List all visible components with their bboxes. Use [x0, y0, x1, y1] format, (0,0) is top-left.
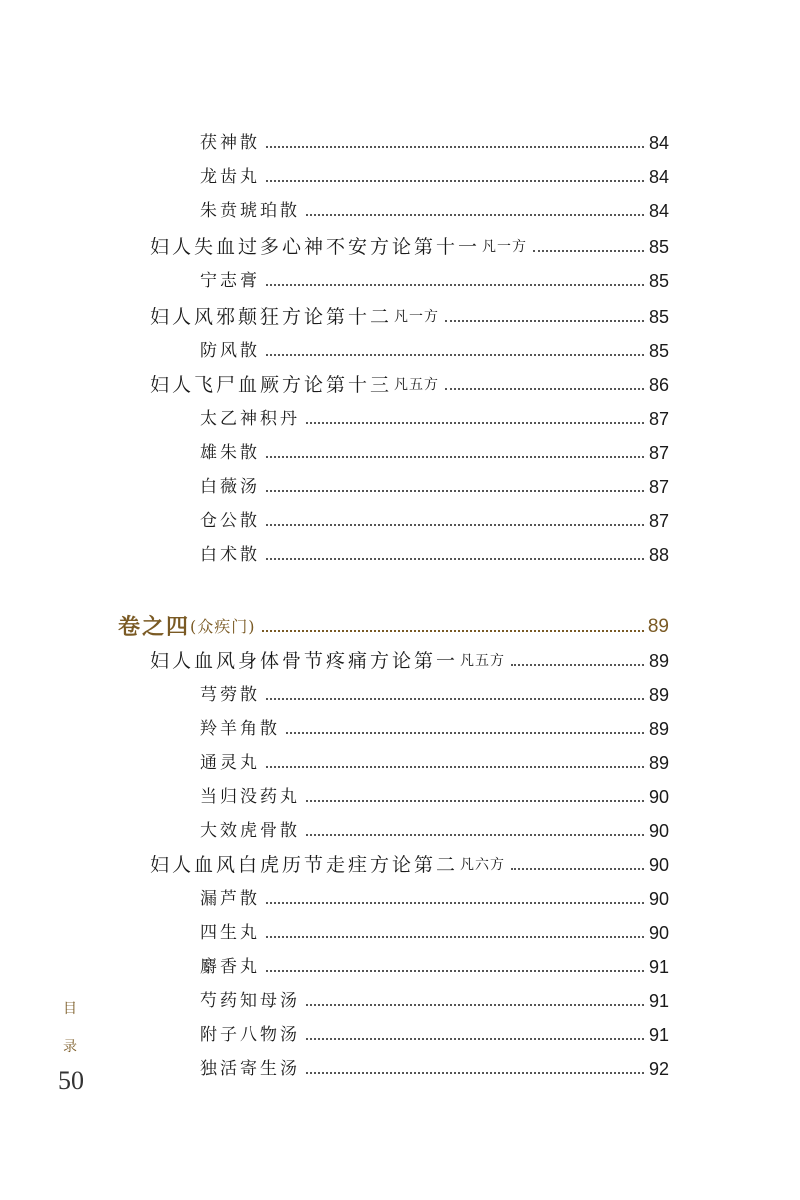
toc-page-number: 87 — [648, 511, 669, 531]
dot-leader — [306, 800, 644, 802]
toc-volume — [118, 612, 669, 642]
toc-title: 四生丸 — [200, 923, 260, 943]
toc-title: 卷之四 — [118, 614, 191, 640]
toc-item — [200, 128, 669, 158]
toc-note: 凡五方 — [394, 377, 440, 393]
toc-section — [150, 646, 669, 676]
toc-title: 漏芦散 — [200, 889, 260, 909]
toc-item — [200, 506, 669, 536]
toc-section — [150, 232, 669, 262]
dot-leader — [266, 558, 644, 560]
toc-title: 太乙神积丹 — [200, 409, 300, 429]
dot-leader — [266, 766, 644, 768]
toc-item — [200, 986, 669, 1016]
toc-item — [200, 1054, 669, 1084]
toc-page-number: 86 — [648, 375, 669, 395]
dot-leader — [306, 422, 644, 424]
dot-leader — [445, 320, 644, 322]
toc-item — [200, 952, 669, 982]
dot-leader — [533, 250, 644, 252]
toc-item — [200, 918, 669, 948]
toc-title: 防风散 — [200, 341, 260, 361]
toc-page-number: 91 — [648, 991, 669, 1011]
toc-title: 妇人飞尸血厥方论第十三 — [150, 374, 393, 396]
toc-title: 当归没药丸 — [200, 787, 300, 807]
toc-page-number: 90 — [648, 855, 669, 875]
toc-title: 附子八物汤 — [200, 1025, 300, 1045]
toc-item — [200, 472, 669, 502]
toc-page-number: 87 — [648, 443, 669, 463]
toc-section — [150, 370, 669, 400]
toc-title: 妇人血风白虎历节走疰方论第二 — [150, 854, 459, 876]
toc-title: 独活寄生汤 — [200, 1059, 300, 1079]
toc-item — [200, 266, 669, 296]
toc-page-number: 91 — [648, 957, 669, 977]
dot-leader — [511, 868, 644, 870]
toc-title: 茯神散 — [200, 133, 260, 153]
toc-title: 妇人风邪颠狂方论第十二 — [150, 306, 393, 328]
toc-note: 凡一方 — [394, 309, 440, 325]
toc-note: 凡六方 — [460, 857, 506, 873]
toc-section — [150, 302, 669, 332]
toc-item — [200, 336, 669, 366]
toc-page-number: 87 — [648, 477, 669, 497]
dot-leader — [306, 1072, 644, 1074]
toc-title: 芎䓖散 — [200, 685, 260, 705]
toc-note: 凡五方 — [460, 653, 506, 669]
section-label-char: 目 — [63, 1001, 77, 1017]
toc-page-number: 90 — [648, 889, 669, 909]
toc-page-number: 88 — [648, 545, 669, 565]
dot-leader — [266, 146, 644, 148]
toc-note: 凡一方 — [482, 239, 528, 255]
toc-item — [200, 404, 669, 434]
dot-leader — [306, 834, 644, 836]
toc-title: 妇人血风身体骨节疼痛方论第一 — [150, 650, 459, 672]
toc-title: 宁志膏 — [200, 271, 260, 291]
dot-leader — [306, 1004, 644, 1006]
toc-title: 仓公散 — [200, 511, 260, 531]
toc-title: 大效虎骨散 — [200, 821, 300, 841]
toc-title: 白术散 — [200, 545, 260, 565]
dot-leader — [262, 630, 644, 632]
toc-page-number: 89 — [648, 753, 669, 773]
toc-title: 羚羊角散 — [200, 719, 280, 739]
dot-leader — [266, 456, 644, 458]
toc-page-number: 89 — [648, 685, 669, 705]
dot-leader — [266, 524, 644, 526]
toc-page-number: 89 — [647, 616, 669, 637]
dot-leader — [266, 698, 644, 700]
toc-title: 白薇汤 — [200, 477, 260, 497]
toc-page-number: 90 — [648, 787, 669, 807]
toc-item — [200, 196, 669, 226]
section-label — [60, 990, 80, 1066]
toc-page-number: 85 — [648, 307, 669, 327]
dot-leader — [266, 284, 644, 286]
toc-item — [200, 162, 669, 192]
toc-item — [200, 680, 669, 710]
page-number: 50 — [58, 1066, 84, 1095]
toc-page-number: 85 — [648, 237, 669, 257]
dot-leader — [266, 490, 644, 492]
toc-title: 麝香丸 — [200, 957, 260, 977]
toc-item — [200, 816, 669, 846]
toc-page-number: 92 — [648, 1059, 669, 1079]
toc-item — [200, 782, 669, 812]
toc-page-number: 89 — [648, 719, 669, 739]
dot-leader — [286, 732, 644, 734]
toc-title: 芍药知母汤 — [200, 991, 300, 1011]
toc-item — [200, 438, 669, 468]
toc-page-number: 84 — [648, 133, 669, 153]
toc-page-number: 85 — [648, 341, 669, 361]
toc-page-number: 90 — [648, 821, 669, 841]
toc-page-number: 87 — [648, 409, 669, 429]
dot-leader — [266, 902, 644, 904]
dot-leader — [266, 970, 644, 972]
toc-page-number: 90 — [648, 923, 669, 943]
toc-page-number: 84 — [648, 167, 669, 187]
toc-item — [200, 540, 669, 570]
dot-leader — [266, 936, 644, 938]
dot-leader — [266, 354, 644, 356]
toc-title: 妇人失血过多心神不安方论第十一 — [150, 236, 481, 258]
section-label-char: 录 — [63, 1039, 77, 1055]
dot-leader — [445, 388, 644, 390]
toc-title: 通灵丸 — [200, 753, 260, 773]
dot-leader — [306, 214, 644, 216]
toc-page-number: 84 — [648, 201, 669, 221]
toc-item — [200, 1020, 669, 1050]
dot-leader — [306, 1038, 644, 1040]
toc-page-number: 91 — [648, 1025, 669, 1045]
toc-section — [150, 850, 669, 880]
dot-leader — [266, 180, 644, 182]
toc-volume-subtitle: (众疾门) — [190, 617, 256, 636]
toc-title: 朱贲琥珀散 — [200, 201, 300, 221]
toc-item — [200, 748, 669, 778]
toc-title: 龙齿丸 — [200, 167, 260, 187]
toc-item — [200, 884, 669, 914]
toc-item — [200, 714, 669, 744]
toc-page-number: 89 — [648, 651, 669, 671]
dot-leader — [511, 664, 644, 666]
toc-page-number: 85 — [648, 271, 669, 291]
toc-title: 雄朱散 — [200, 443, 260, 463]
